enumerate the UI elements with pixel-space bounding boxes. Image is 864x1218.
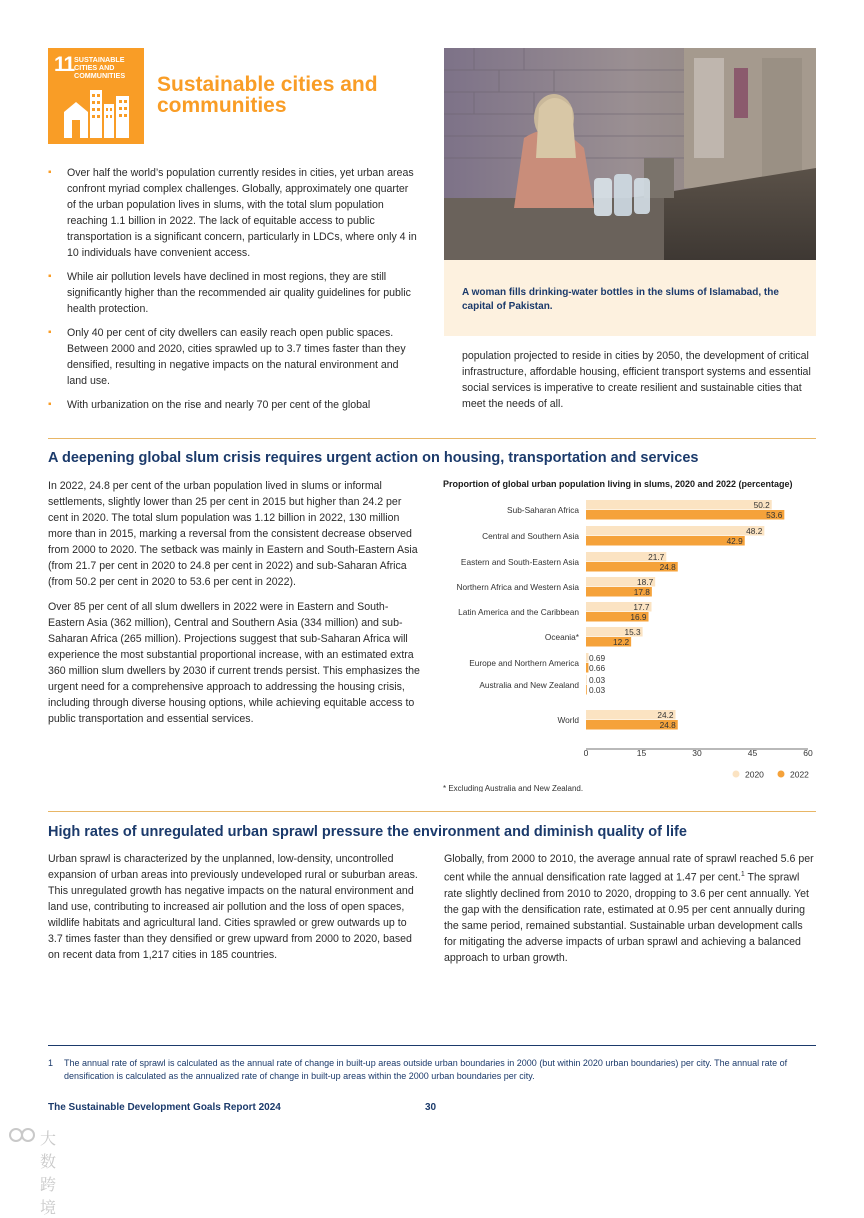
bar-2022 (586, 536, 745, 546)
section-divider (48, 811, 816, 812)
chart-note: * Excluding Australia and New Zealand. (443, 784, 584, 792)
section-divider (48, 438, 816, 439)
section2-right-text-b: The sprawl rate slightly declined from 2010 to 2020, dropping to 3.6 per cent annually. Yet the gap with the densification rate, estimated at 0.95 per cent annually during the same period, remained substantial. Sustainable urban development calls for mitigating the adverse impacts of urban sprawl and achieving a balanced approach to urban growth. (444, 871, 809, 964)
category-label: Northern Africa and Western Asia (456, 582, 579, 592)
watermark-logo (8, 1126, 57, 1217)
summary-bullets (48, 165, 420, 421)
data-label-2022: 53.6 (766, 510, 783, 520)
sdg-badge (48, 48, 144, 144)
category-label: Central and Southern Asia (482, 531, 579, 541)
goal-number: 11 (54, 53, 75, 76)
data-label-2022: 0.66 (589, 663, 606, 673)
slum-population-bar-chart (440, 492, 816, 792)
data-label-2020: 15.3 (624, 627, 641, 637)
x-tick-label: 45 (747, 748, 758, 758)
legend-label-2020: 2020 (745, 769, 764, 780)
city-icon (62, 84, 132, 140)
data-label-2022: 0.03 (589, 685, 606, 695)
section2-right-paragraph (444, 851, 816, 966)
bar-2020 (586, 526, 764, 536)
section1-paragraph: In 2022, 24.8 per cent of the urban population lived in slums or informal settlements, slightly lower than 25 per cent in 2015 but higher than 24.2 per cent in 2020. The total slum population was 1.12 billion in 2022, 130 million more than in 2015, marking a reversal from the consistent decrease observed from 2000 to 2020. The setback was mainly in Eastern and South-Eastern Asia (from 21.7 per cent in 2020 to 24.8 per cent in 2022) and sub-Saharan Africa (from 50.2 per cent in 2020 to 53.6 per cent in 2022). (48, 480, 418, 588)
footnote-divider (48, 1045, 816, 1046)
slum-photo (444, 48, 816, 260)
data-label-2022: 42.9 (726, 536, 743, 546)
legend-label-2022: 2022 (790, 769, 809, 780)
bar-2020 (586, 500, 772, 510)
data-label-2020: 17.7 (633, 602, 650, 612)
legend-swatch-2020 (733, 771, 740, 778)
data-label-2020: 0.69 (589, 653, 606, 663)
data-label-2020: 48.2 (746, 526, 763, 536)
section2-left-paragraph: Urban sprawl is characterized by the unplanned, low-density, uncontrolled expansion of urban areas into previously undeveloped rural or suburban areas. This unregulated growth has negative impacts on the natural environment and land use, contributing to increased air pollution and the loss of open spaces, wildlife habitats and agricultural land. Cities sprawled or grew outwards up to 3.7 times faster than they densified or grew upward from 2000 to 2020, based on recent data from 1,217 cities in 185 countries. (48, 853, 418, 961)
section1-title: A deepening global slum crisis requires urgent action on housing, transportation and services (48, 450, 699, 466)
report-title: The Sustainable Development Goals Report 2024 (48, 1102, 281, 1113)
goal-title: Sustainable cities and communities (157, 73, 378, 117)
goal-badge-text: SUSTAINABLE CITIES AND COMMUNITIES (74, 55, 126, 80)
data-label-2020: 50.2 (753, 500, 770, 510)
bullet-item: ▪ With urbanization on the rise and nearly 70 per cent of the global (48, 397, 420, 413)
section2-right-text-a: Globally, from 2000 to 2010, the average annual rate of sprawl reached 5.6 per cent while the annual densification rate lagged at 1.47 per cent. (444, 853, 814, 884)
page-number: 30 (425, 1102, 437, 1113)
data-label-2020: 21.7 (648, 552, 665, 562)
category-label: Europe and Northern America (469, 658, 579, 668)
data-label-2020: 0.03 (589, 675, 606, 685)
data-label-2022: 12.2 (612, 637, 630, 647)
watermark-icon (8, 1126, 36, 1144)
section1-paragraph: Over 85 per cent of all slum dwellers in 2022 were in Eastern and South-Eastern Asia (362 million), Central and Southern Asia (334 million) and sub-Saharan Africa (265 million). Projections suggest that sub-Saharan Africa will experience the most substantial proportional increase, with an estimated extra 360 million slum dwellers by 2030 if current trends persist. This emphasizes the urgent need for a comprehensive approach to addressing the housing crisis, including through diverse housing options, while achieving equitable access to public transportation and essential services. (48, 601, 420, 725)
footnote-reference: 1 (740, 871, 745, 878)
section2-title: High rates of unregulated urban sprawl pressure the environment and diminish quality of life (48, 824, 687, 840)
category-label: World (557, 715, 579, 725)
bullet-continuation: population projected to reside in cities by 2050, the development of critical infrastructure, affordable housing, efficient transport systems and essential social services is imperative to create resilient and sustainable cities that meet the needs of all. (462, 350, 811, 410)
x-tick-label: 30 (692, 748, 702, 758)
x-tick-label: 0 (583, 748, 589, 758)
category-label: Latin America and the Caribbean (458, 607, 579, 617)
legend-swatch-2022 (778, 771, 785, 778)
data-label-2022: 24.8 (659, 562, 676, 572)
data-label-2022: 17.8 (633, 587, 650, 597)
bullet-item: ▪ Only 40 per cent of city dwellers can easily reach open public spaces. Between 2000 and 2020, cities sprawled up to 3.7 times faster than they densified, resulting in negative impacts on the natural environment and land use. (48, 325, 420, 389)
photo-caption: A woman fills drinking-water bottles in the slums of Islamabad, the capital of Pakistan. (462, 287, 779, 312)
footnote-number: 1 (48, 1058, 54, 1068)
bar-2022 (586, 510, 784, 520)
footnote-text: The annual rate of sprawl is calculated as the annual rate of change in built-up areas outside urban boundaries in 2000 (but within 2020 urban boundaries) per city. The annual rate of densification is calculated as the annualized rate of change in built-up areas within the 2000 urban boundaries per city. (64, 1058, 788, 1081)
category-label: Oceania* (544, 632, 579, 642)
bullet-item: ▪ While air pollution levels have declined in most regions, they are still significantly higher than the recommended air quality guidelines for public health protection. (48, 269, 420, 317)
watermark-text: 大数跨境 (40, 1131, 57, 1217)
category-label: Sub-Saharan Africa (507, 505, 579, 515)
category-label: Eastern and South-Eastern Asia (460, 557, 579, 567)
category-label: Australia and New Zealand (479, 680, 579, 690)
data-label-2020: 24.2 (657, 710, 674, 720)
x-tick-label: 60 (803, 748, 813, 758)
data-label-2022: 16.9 (630, 612, 647, 622)
data-label-2022: 24.8 (659, 720, 676, 730)
bar-2022 (586, 685, 587, 695)
bar-2020 (586, 675, 587, 685)
x-tick-label: 15 (636, 748, 647, 758)
data-label-2020: 18.7 (637, 577, 654, 587)
photo-caption-box (444, 260, 816, 336)
bullet-item: ▪ Over half the world’s population currently resides in cities, yet urban areas confront myriad complex challenges. Globally, approximately one quarter of the urban population lives in slums, with the total slum population reaching 1.1 billion in 2022. The lack of equitable access to public transportation is a significant concern, particularly in LDCs, where only 4 in 10 individuals have convenient access. (48, 165, 420, 261)
chart-title: Proportion of global urban population living in slums, 2020 and 2022 (percentage) (443, 479, 793, 489)
